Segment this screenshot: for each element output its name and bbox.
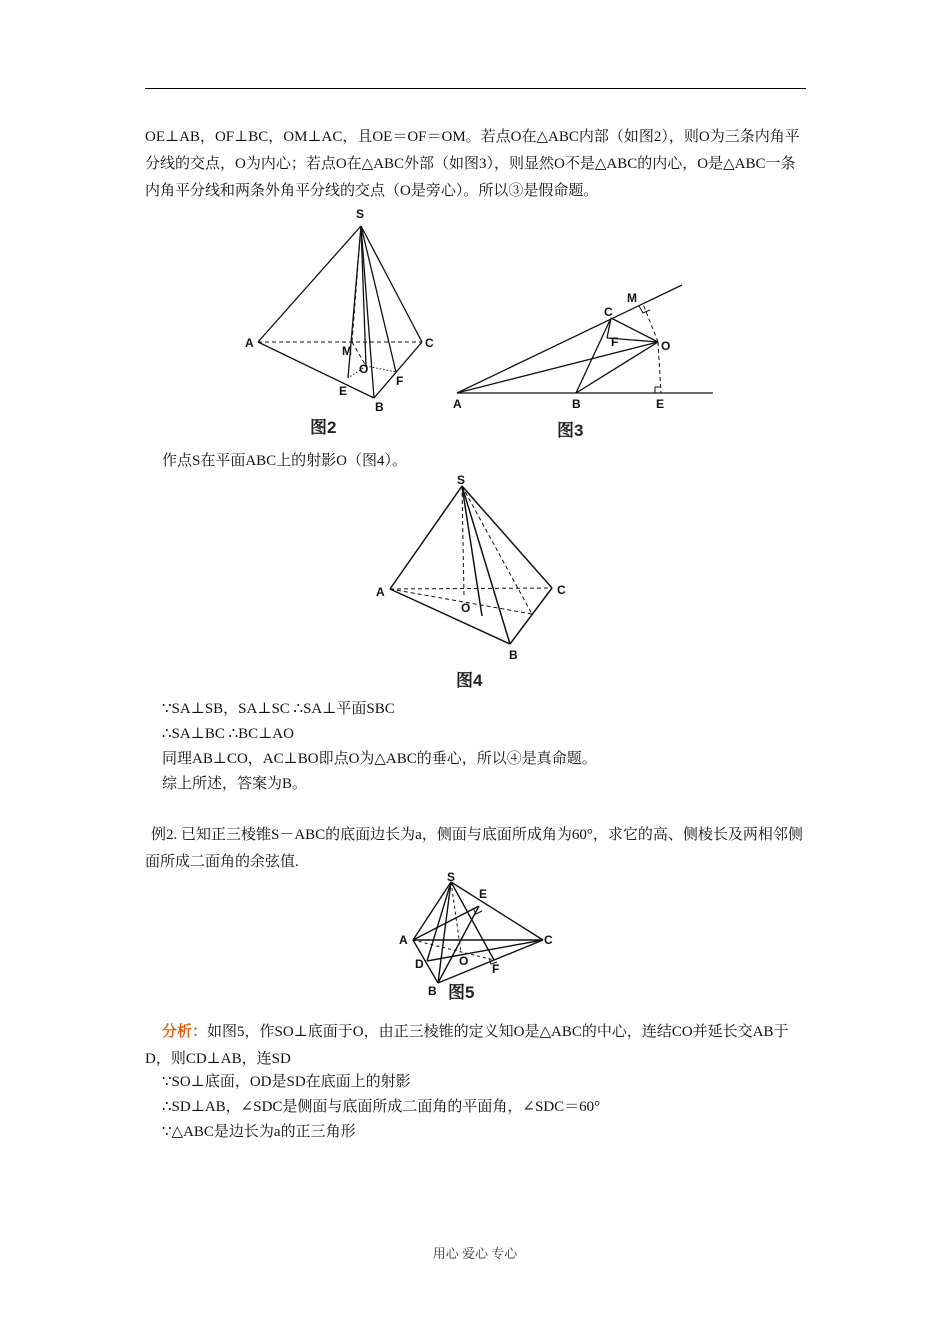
figure-2 (240, 200, 440, 440)
fig4-label-a: A (376, 585, 385, 599)
fig2-caption: 图2 (310, 418, 337, 437)
fig2-label-f: F (396, 374, 404, 388)
fig4-label-s: S (457, 473, 466, 487)
fig5-label-b: B (428, 984, 437, 998)
fig2-label-s: S (356, 207, 365, 221)
fig3-label-a: A (453, 397, 462, 411)
analysis-paragraph (145, 1019, 807, 1073)
fig5-label-a: A (399, 933, 408, 947)
fig4-label-b: B (509, 648, 518, 662)
figure-4 (370, 472, 580, 694)
analysis-line-3: ∵△ABC是边长为a的正三角形 (162, 1124, 356, 1140)
fig4-label-c: C (557, 583, 566, 597)
analysis-line-2: ∴SD⊥AB，∠SDC是侧面与底面所成二面角的平面角，∠SDC＝60° (162, 1099, 601, 1115)
fig5-label-d: D (415, 957, 424, 971)
figure-5 (395, 870, 560, 1005)
proof-line-4: 综上所述，答案为B。 (162, 776, 308, 792)
proof-line-2: ∴SA⊥BC ∴BC⊥AO (162, 726, 294, 742)
analysis-text: 如图5，作SO⊥底面于O，由正三棱锥的定义知O是△ABC的中心，连结CO并延长交AB于D，则CD⊥AB，连SD (145, 1024, 789, 1067)
fig2-label-b: B (375, 400, 384, 414)
fig4-caption: 图4 (456, 671, 483, 690)
fig3-label-b: B (572, 397, 581, 411)
page-footer: 用心 爱心 专心 (432, 1246, 518, 1261)
proof-line-3: 同理AB⊥CO，AC⊥BO即点O为△ABC的垂心，所以④是真命题。 (162, 751, 597, 767)
fig2-label-e: E (339, 384, 348, 398)
fig3-label-f: F (611, 335, 619, 349)
header-rule (145, 88, 806, 89)
fig3-label-m: M (627, 291, 637, 305)
fig5-label-e: E (479, 887, 488, 901)
figure-3 (445, 280, 715, 445)
fig3-label-c: C (604, 305, 613, 319)
fig5-label-f: F (492, 962, 500, 976)
fig5-label-s: S (447, 870, 456, 884)
fig3-label-o: O (661, 339, 671, 353)
fig4-label-o: O (461, 601, 471, 615)
example-2-statement: 例2. 已知正三棱锥S－ABC的底面边长为a，侧面与底面所成角为60°，求它的高、侧棱长及两相邻侧面所成二面角的余弦值. (145, 827, 803, 870)
fig5-label-o: O (459, 954, 469, 968)
fig2-label-m: M (342, 344, 352, 358)
fig2-label-a: A (245, 336, 254, 350)
proof-line-1: ∵SA⊥SB，SA⊥SC ∴SA⊥平面SBC (162, 701, 395, 717)
projection-line: 作点S在平面ABC上的射影O（图4）。 (162, 453, 408, 469)
fig2-label-c: C (425, 336, 434, 350)
analysis-line-1: ∵SO⊥底面，OD是SD在底面上的射影 (162, 1074, 411, 1090)
fig3-label-e: E (656, 397, 665, 411)
fig2-label-o: O (359, 362, 369, 376)
analysis-label: 分析： (162, 1024, 208, 1040)
fig5-caption: 图5 (448, 983, 475, 1002)
fig3-caption: 图3 (557, 421, 584, 440)
paragraph-incenter: OE⊥AB，OF⊥BC，OM⊥AC，且OE＝OF＝OM。若点O在△ABC内部（如图2），则O为三条内角平分线的交点，O为内心；若点O在△ABC外部（如图3），则显然O不是△ABC的内心，O是△ABC一条内角平分线和两条外角平分线的交点（O是旁心）。所以③是假命题。 (145, 129, 800, 199)
fig5-label-c: C (544, 933, 553, 947)
